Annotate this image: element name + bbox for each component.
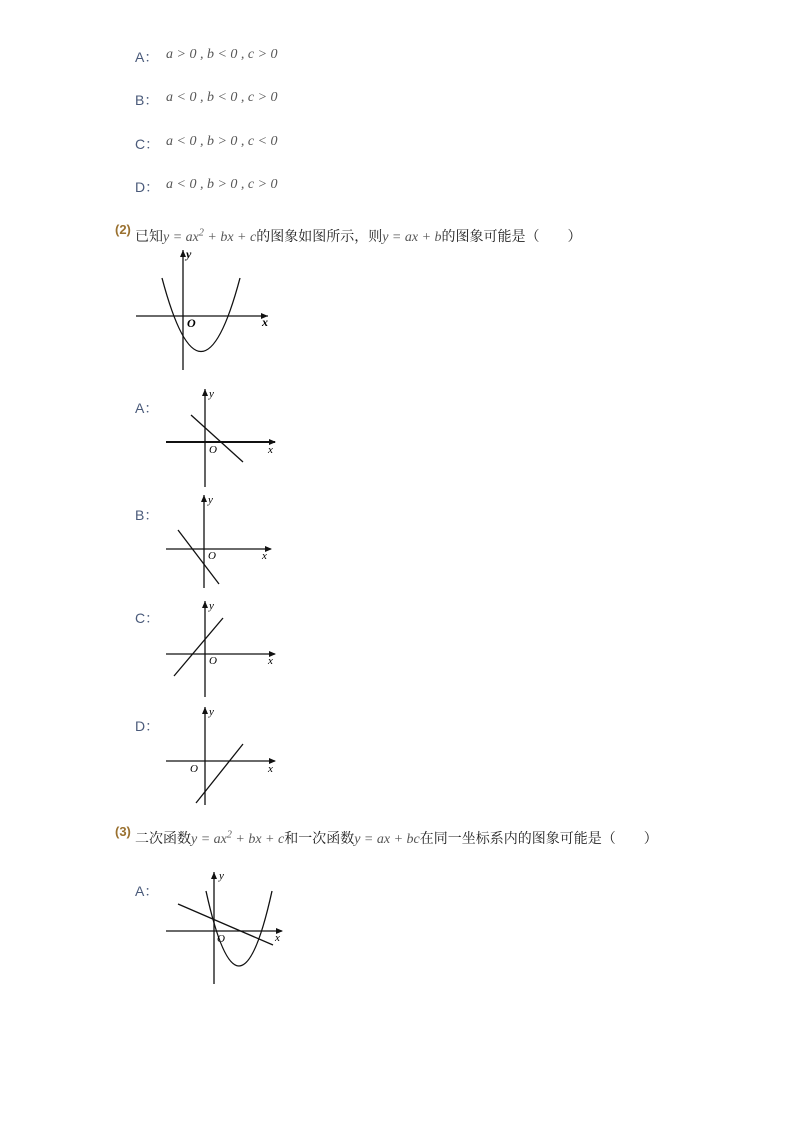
q2-b-origin-label: O bbox=[208, 550, 216, 562]
q2-c-y-label: y bbox=[209, 600, 214, 612]
q2-graph-y-label: y bbox=[186, 247, 192, 261]
q2-d-x-label: x bbox=[268, 763, 273, 775]
q2-option-a-label: A： bbox=[135, 400, 159, 416]
q3-formula1-b: + bx + c bbox=[231, 832, 285, 847]
q3-text-after: 在同一坐标系内的图象可能是（ ） bbox=[419, 831, 658, 847]
q2-text-before: 已知 bbox=[135, 229, 163, 245]
q2-number: (2) bbox=[115, 222, 131, 237]
q2-formula2: y = ax + b bbox=[382, 230, 442, 245]
q3-a-x-label: x bbox=[275, 932, 280, 944]
q2-c-origin-label: O bbox=[209, 655, 217, 667]
q2-option-b-label: B： bbox=[135, 507, 159, 523]
q1-option-c-text: a < 0 , b > 0 , c < 0 bbox=[166, 134, 278, 149]
q2-b-y-label: y bbox=[208, 494, 213, 506]
q2-text-after: 的图象可能是（ ） bbox=[441, 229, 582, 245]
q2-d-origin-label: O bbox=[190, 763, 198, 775]
q3-a-origin-label: O bbox=[217, 933, 225, 945]
q2-option-a-graph bbox=[160, 385, 285, 490]
q2-option-c-label: C： bbox=[135, 610, 160, 626]
q1-option-b-text: a < 0 , b < 0 , c > 0 bbox=[166, 90, 278, 105]
q2-b-x-label: x bbox=[262, 550, 267, 562]
q3-option-a-label: A： bbox=[135, 883, 159, 899]
q1-option-a-text: a > 0 , b < 0 , c > 0 bbox=[166, 47, 278, 62]
q2-formula1-a: y = ax bbox=[163, 230, 199, 245]
q3-formula2: y = ax + bc bbox=[354, 832, 420, 847]
q3-text-mid: 和一次函数 bbox=[284, 831, 355, 847]
q3-question-text bbox=[135, 828, 658, 848]
q3-formula1-a: y = ax bbox=[191, 832, 227, 847]
q2-formula1-b: + bx + c bbox=[203, 230, 257, 245]
q2-parabola-graph bbox=[130, 245, 280, 375]
q1-option-c-label: C： bbox=[135, 136, 160, 152]
q1-option-d-text: a < 0 , b > 0 , c > 0 bbox=[166, 177, 278, 192]
q2-c-x-label: x bbox=[268, 655, 273, 667]
q2-a-y-label: y bbox=[209, 388, 214, 400]
q3-option-a-graph bbox=[160, 866, 290, 988]
q3-formula1-exp: 2 bbox=[226, 829, 232, 841]
q2-option-c-graph bbox=[160, 597, 285, 700]
q3-number: (3) bbox=[115, 824, 131, 839]
q3-formula1 bbox=[191, 829, 285, 847]
q2-graph-x-label: x bbox=[262, 315, 268, 329]
q1-option-a-label: A： bbox=[135, 49, 159, 65]
q3-text-before: 二次函数 bbox=[135, 831, 191, 847]
q2-text-mid: 的图象如图所示，则 bbox=[256, 229, 383, 245]
q2-option-d-label: D： bbox=[135, 718, 160, 734]
q2-formula1-exp: 2 bbox=[198, 227, 204, 239]
q2-question-text bbox=[135, 226, 582, 246]
q1-option-d-label: D： bbox=[135, 179, 160, 195]
q2-graph-origin-label: O bbox=[187, 316, 196, 330]
q1-option-b-label: B： bbox=[135, 92, 159, 108]
q2-a-origin-label: O bbox=[209, 444, 217, 456]
q2-a-x-label: x bbox=[268, 444, 273, 456]
q2-option-b-graph bbox=[160, 490, 285, 590]
q2-formula1 bbox=[163, 227, 257, 245]
q3-a-y-label: y bbox=[219, 870, 224, 882]
q2-option-d-graph bbox=[160, 703, 285, 808]
q2-d-y-label: y bbox=[209, 706, 214, 718]
